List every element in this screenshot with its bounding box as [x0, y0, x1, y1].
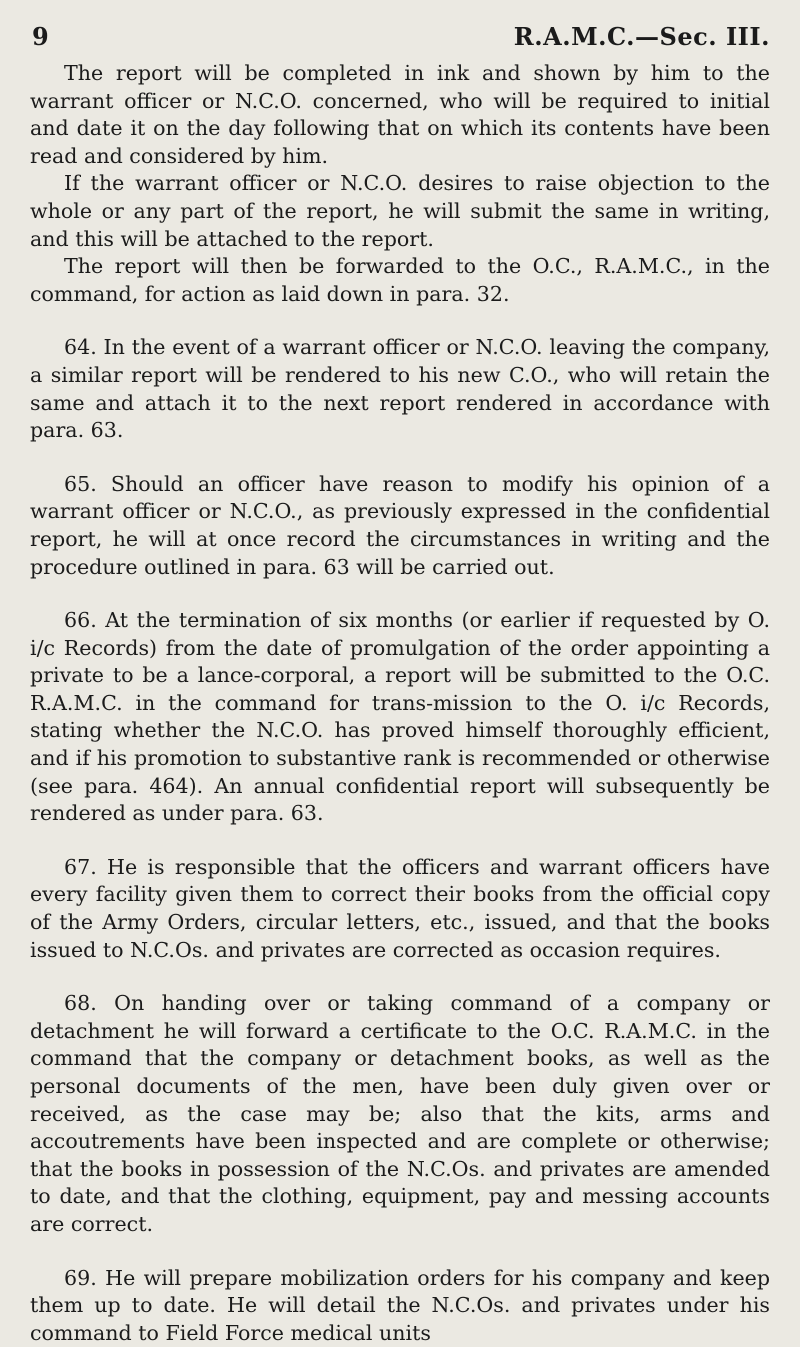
paragraph-69: 69. He will prepare mobilization orders for his company and keep them up to date. He will detail the N.C.Os. and privates under his command to Field Force medical units: [30, 1265, 770, 1345]
paragraph-66: 66. At the termination of six months (or earlier if requested by O. i/c Records) from the date of promulgation of the order appointing a private to be a lance-corporal, a report will be submitted to the O.C. R.A.M.C. in the command for trans-mission to the O. i/c Records, stating whether the N.C.O. has proved himself thoroughly efficient, and if his promotion to substantive rank is recommended or otherwise (see para. 464). An annual confidential report will subsequently be rendered as under para. 63.: [30, 608, 770, 826]
paragraph-63-report-completion: The report will be completed in ink and shown by him to the warrant officer or N.C.O. concerned, who will be required to initial and date it on the day following that on which its contents have been read and considered by him.: [30, 61, 770, 168]
paragraph-65: 65. Should an officer have reason to modify his opinion of a warrant officer or N.C.O., as previously expressed in the confidential report, he will at once record the circumstances in writing and the procedure outlined in para. 63 will be carried out.: [30, 471, 770, 579]
paragraph-67: 67. He is responsible that the officers and warrant officers have every facility given them to correct their books from the official copy of the Army Orders, circular letters, etc., issued, and that the books issued to N.C.Os. and privates are corrected as occasion requires.: [30, 854, 770, 962]
paragraph-68: 68. On handing over or taking command of a company or detachment he will forward a certificate to the O.C. R.A.M.C. in the command that the company or detachment books, as well as the personal documents of the men, have been duly given over or received, as the case may be; also that the kits, arms and accoutrements have been inspected and are complete or otherwise; that the books in possession of the N.C.Os. and privates are amended to date, and that the clothing, equipment, pay and messing accounts are correct.: [30, 991, 770, 1236]
paragraph-63-forwarding: The report will then be forwarded to the O.C., R.A.M.C., in the command, for action as laid down in para. 32.: [30, 254, 770, 306]
page-number: 9: [32, 22, 50, 51]
document-body: [30, 60, 770, 1347]
page-header: [30, 22, 770, 60]
running-title: R.A.M.C.—Sec. III.: [513, 22, 770, 51]
paragraph-63-objection: If the warrant officer or N.C.O. desires to raise objection to the whole or any part of the report, he will submit the same in writing, and this will be attached to the report.: [30, 171, 770, 251]
paragraph-64: 64. In the event of a warrant officer or N.C.O. leaving the company, a similar report will be rendered to his new C.O., who will retain the same and attach it to the next report rendered in accordance with para. 63.: [30, 335, 770, 443]
